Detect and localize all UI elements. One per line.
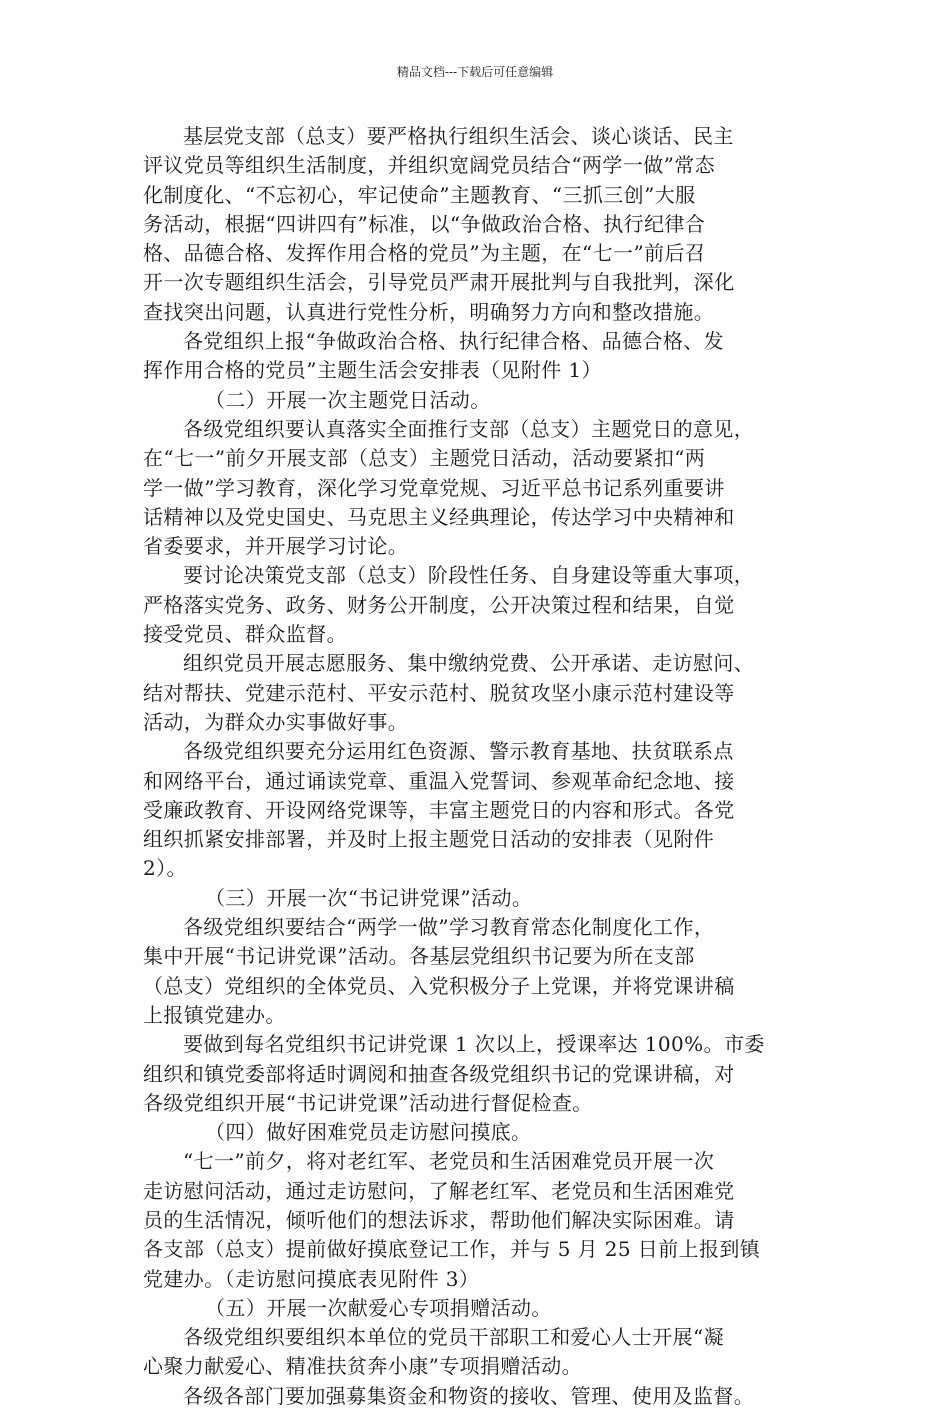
page-header: 精品文档---下载后可任意编辑 xyxy=(396,65,554,79)
body-text-line: 省委要求，并开展学习讨论。 xyxy=(143,534,409,559)
body-text-line: 接受党员、群众监督。 xyxy=(143,622,347,647)
body-text-line: 受廉政教育、开设网络党课等，丰富主题党日的内容和形式。各党 xyxy=(143,797,735,822)
body-text-line: 集中开展“书记讲党课”活动。各基层党组织书记要为所在支部 xyxy=(143,944,695,969)
body-text-line: 党建办。（走访慰问摸底表见附件 3） xyxy=(143,1266,480,1291)
body-text-line: （总支）党组织的全体党员、入党积极分子上党课，并将党课讲稿 xyxy=(143,973,735,998)
body-text-line: 化制度化、“不忘初心，牢记使命”主题教育、“三抓三创”大服 xyxy=(143,182,696,207)
body-text-line: “七一”前夕，将对老红军、老党员和生活困难党员开展一次 xyxy=(183,1149,715,1174)
body-text-line: 话精神以及党史国史、马克思主义经典理论，传达学习中央精神和 xyxy=(143,504,735,529)
body-text-line: 和网络平台，通过诵读党章、重温入党誓词、参观革命纪念地、接 xyxy=(143,768,735,793)
body-text-line: 各支部（总支）提前做好摸底登记工作，并与 5 月 25 日前上报到镇 xyxy=(143,1237,761,1262)
body-text-line: 开一次专题组织生活会，引导党员严肃开展批判与自我批判，深化 xyxy=(143,270,735,295)
body-text-line: 各级党组织要组织本单位的党员干部职工和爱心人士开展“凝 xyxy=(183,1325,725,1350)
body-text-line: 务活动，根据“四讲四有”标准，以“争做政治合格、执行纪律合 xyxy=(143,211,706,236)
document-body xyxy=(143,122,823,1411)
body-text-line: 评议党员等组织生活制度，并组织宽阔党员结合“两学一做”常态 xyxy=(143,153,716,178)
section-heading-line: （三）开展一次“书记讲党课”活动。 xyxy=(205,885,533,910)
body-text-line: 活动，为群众办实事做好事。 xyxy=(143,709,409,734)
body-text-line: 各级各部门要加强募集资金和物资的接收、管理、使用及监督。 xyxy=(183,1383,755,1408)
body-text-line: 组织党员开展志愿服务、集中缴纳党费、公开承诺、走访慰问、 xyxy=(183,651,755,676)
body-text-line: 要做到每名党组织书记讲党课 1 次以上，授课率达 100%。市委 xyxy=(183,1032,765,1057)
body-text-line: 各党组织上报“争做政治合格、执行纪律合格、品德合格、发 xyxy=(183,329,725,354)
body-text-line: 要讨论决策党支部（总支）阶段性任务、自身建设等重大事项， xyxy=(183,563,755,588)
body-text-line: 员的生活情况，倾听他们的想法诉求，帮助他们解决实际困难。请 xyxy=(143,1207,735,1232)
body-text-line: 基层党支部（总支）要严格执行组织生活会、谈心谈话、民主 xyxy=(183,124,734,148)
body-text-line: 在“七一”前夕开展支部（总支）主题党日活动，活动要紧扣“两 xyxy=(143,446,706,471)
body-text-line: 结对帮扶、党建示范村、平安示范村、脱贫攻坚小康示范村建设等 xyxy=(143,680,735,705)
body-text-line: 2）。 xyxy=(143,856,187,881)
body-text-line: 挥作用合格的党员”主题生活会安排表（见附件 1） xyxy=(143,358,602,383)
body-text-line: 各级党组织要结合“两学一做”学习教育常态化制度化工作， xyxy=(183,915,715,940)
body-text-line: 上报镇党建办。 xyxy=(143,1002,286,1027)
section-heading-line: （五）开展一次献爱心专项捐赠活动。 xyxy=(205,1295,552,1320)
body-text-line: 组织和镇党委部将适时调阅和抽查各级党组织书记的党课讲稿，对 xyxy=(143,1061,735,1086)
body-text-line: 格、品德合格、发挥作用合格的党员”为主题，在“七一”前后召 xyxy=(143,241,706,266)
body-text-line: 各级党组织要认真落实全面推行支部（总支）主题党日的意见， xyxy=(183,416,755,441)
section-heading-line: （二）开展一次主题党日活动。 xyxy=(205,387,491,412)
body-text-line: 查找突出问题，认真进行党性分析，明确努力方向和整改措施。 xyxy=(143,299,715,324)
body-text-line: 组织抓紧安排部署，并及时上报主题党日活动的安排表（见附件 xyxy=(143,827,715,852)
body-text-line: 各级党组织开展“书记讲党课”活动进行督促检查。 xyxy=(143,1090,593,1115)
body-text-line: 学一做”学习教育，深化学习党章党规、习近平总书记系列重要讲 xyxy=(143,475,725,500)
body-text-line: 心聚力献爱心、精准扶贫奔小康”专项捐赠活动。 xyxy=(143,1354,583,1379)
body-text-line: 严格落实党务、政务、财务公开制度，公开决策过程和结果，自觉 xyxy=(143,592,735,617)
body-text-line: 走访慰问活动，通过走访慰问，了解老红军、老党员和生活困难党 xyxy=(143,1178,735,1203)
section-heading-line: （四）做好困难党员走访慰问摸底。 xyxy=(205,1120,532,1145)
body-text-line: 各级党组织要充分运用红色资源、警示教育基地、扶贫联系点 xyxy=(183,739,734,764)
